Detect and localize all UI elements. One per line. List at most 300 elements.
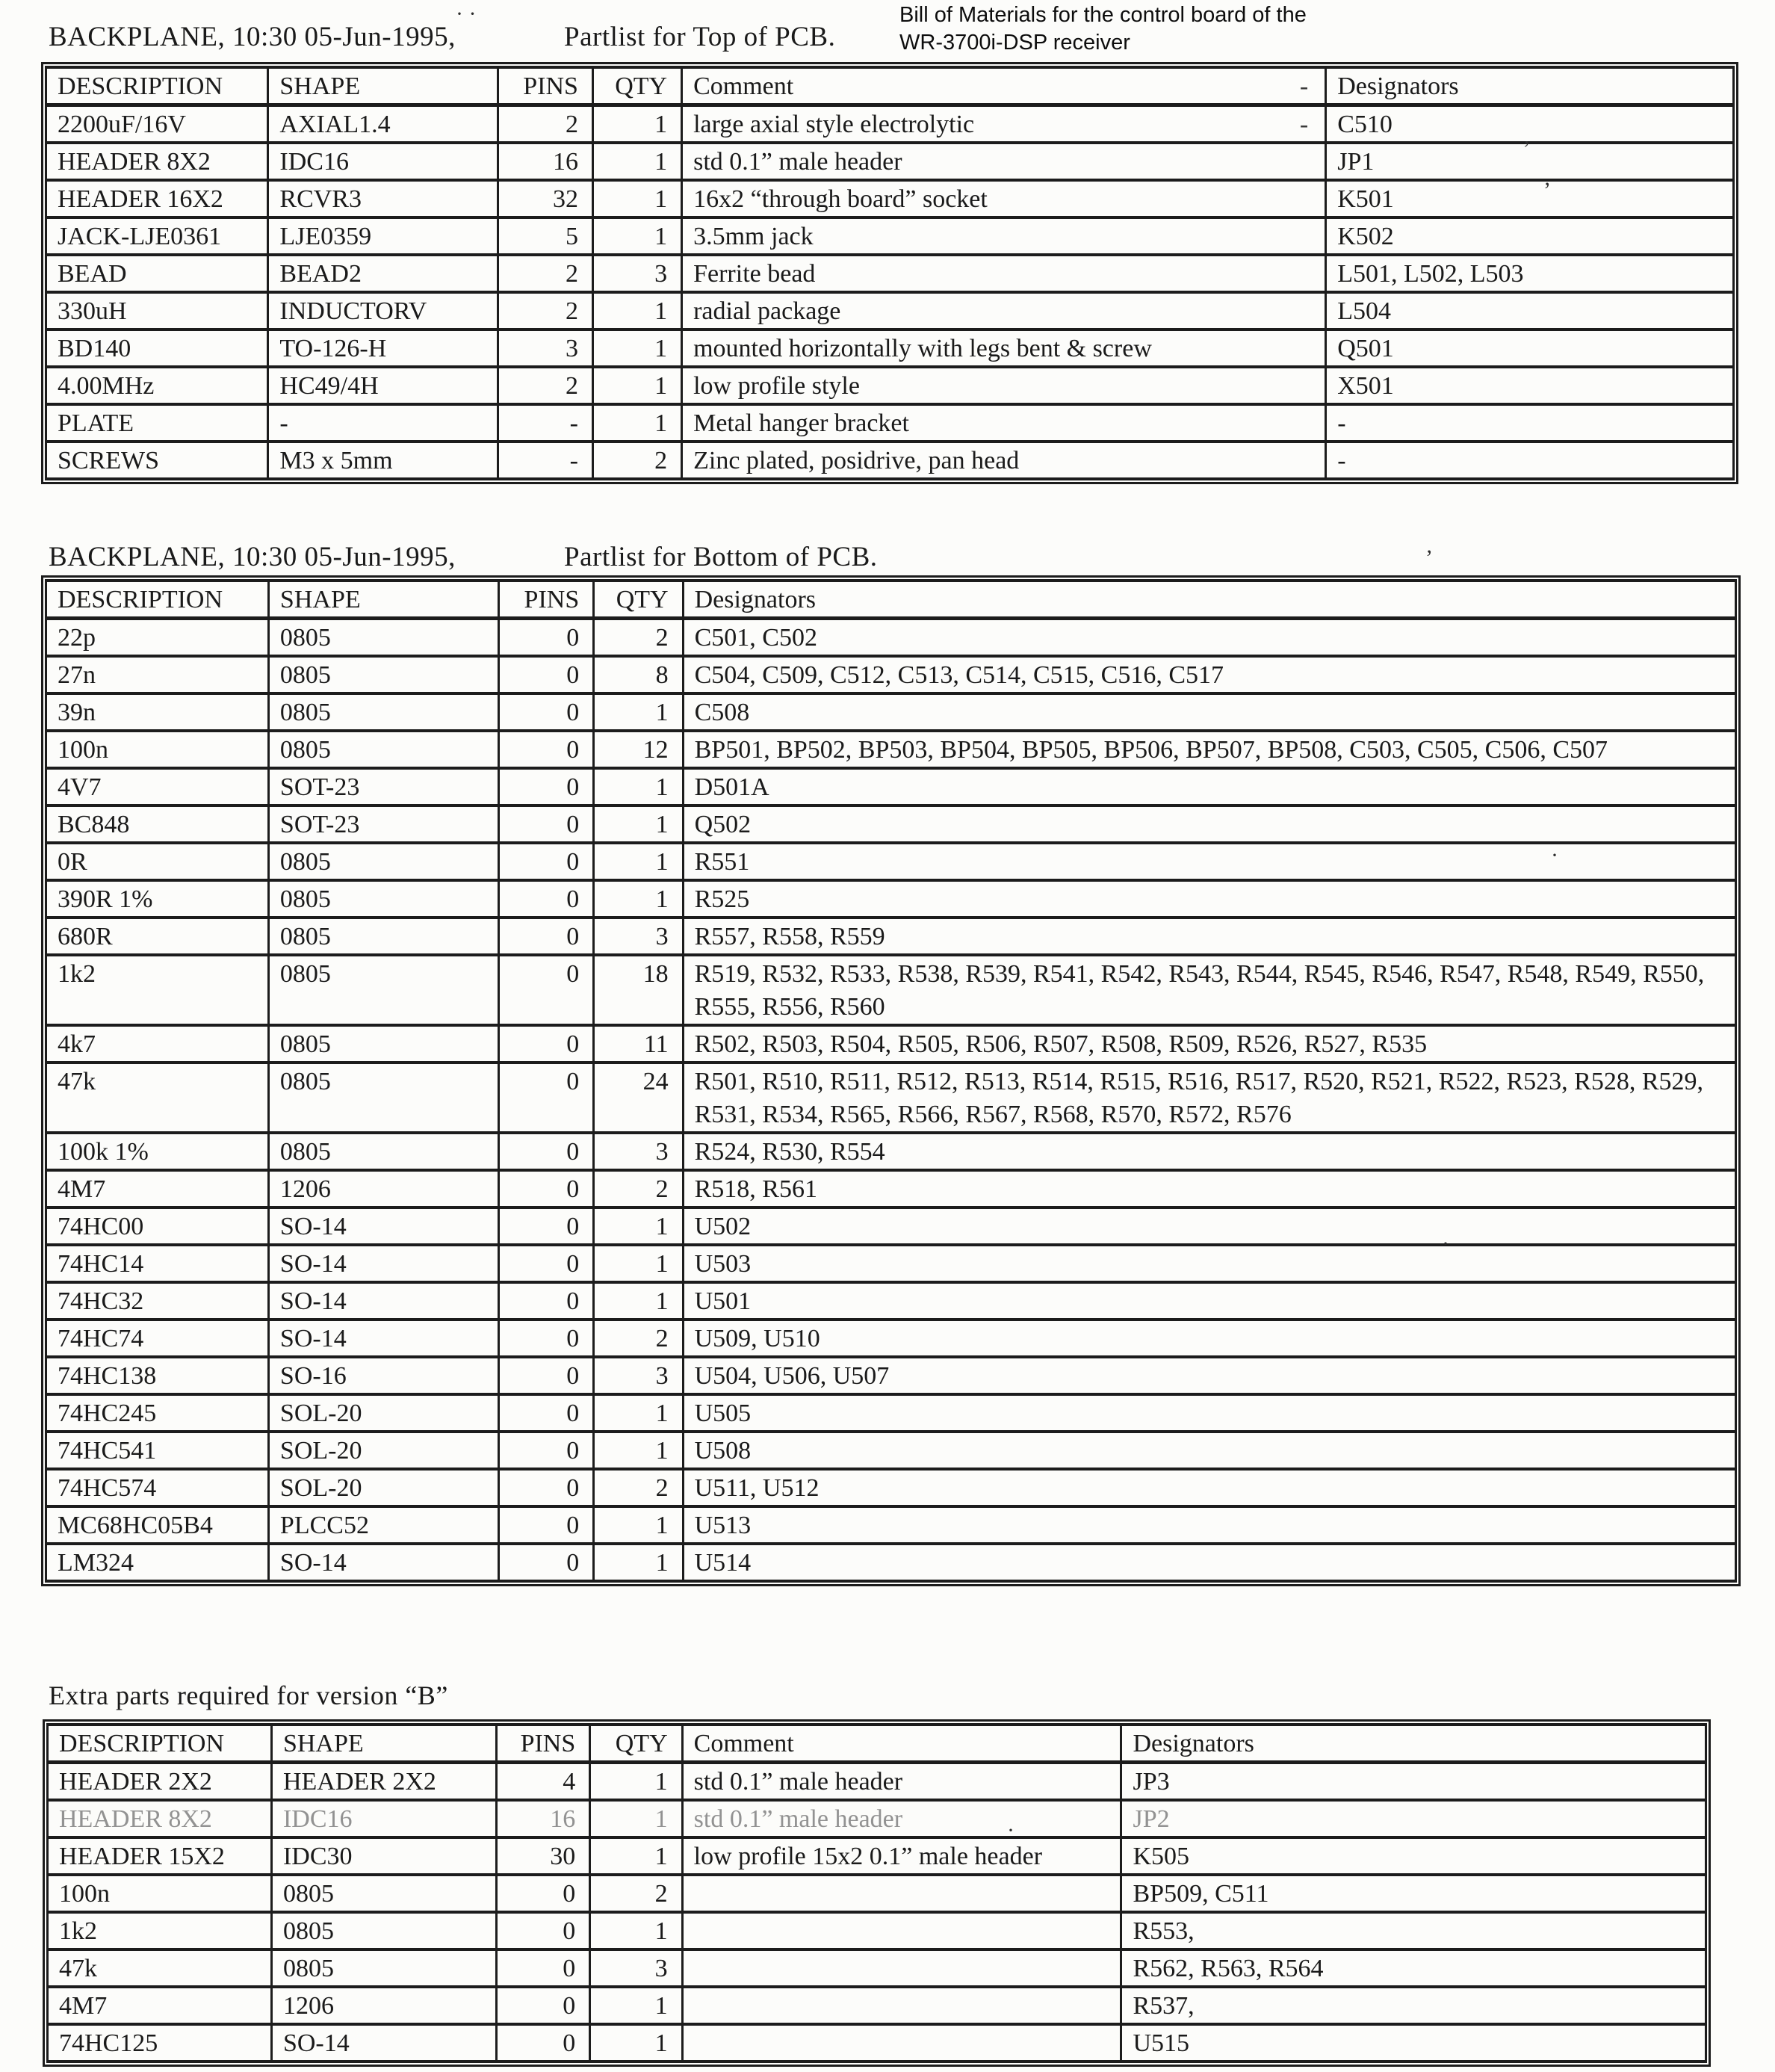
cell: SO-14 bbox=[271, 2024, 496, 2062]
table-top-frame bbox=[41, 62, 1738, 484]
cell: 0 bbox=[498, 1245, 593, 1282]
cell: 0 bbox=[498, 1357, 593, 1394]
cell: 1 bbox=[594, 1245, 683, 1282]
cell: R557, R558, R559 bbox=[683, 918, 1735, 955]
cell: HEADER 8X2 bbox=[48, 1800, 272, 1837]
scan-speck: ’ bbox=[1425, 545, 1433, 570]
cell: HEADER 16X2 bbox=[46, 180, 268, 217]
cell: SO-14 bbox=[268, 1320, 498, 1357]
cell: SOL-20 bbox=[268, 1432, 498, 1469]
cell: U508 bbox=[683, 1432, 1735, 1469]
table-row bbox=[46, 442, 1734, 479]
cell: K501 bbox=[1326, 180, 1734, 217]
cell: 1 bbox=[594, 1544, 683, 1581]
cell: U501 bbox=[683, 1282, 1735, 1320]
cell: 16 bbox=[498, 143, 592, 180]
cell: 1 bbox=[590, 2024, 682, 2062]
cell: 16x2 “through board” socket bbox=[682, 180, 1326, 217]
annotation-line-1: Bill of Materials for the control board of the bbox=[899, 3, 1307, 27]
column-header: QTY bbox=[592, 67, 681, 105]
cell: 2 bbox=[592, 442, 681, 479]
cell: 2 bbox=[594, 1320, 683, 1357]
cell: 18 bbox=[594, 955, 683, 1025]
cell: K502 bbox=[1326, 217, 1734, 255]
cell bbox=[682, 1912, 1121, 1949]
cell: 1 bbox=[592, 217, 681, 255]
cell: U504, U506, U507 bbox=[683, 1357, 1735, 1394]
table-row bbox=[46, 619, 1736, 657]
table-row bbox=[46, 1025, 1736, 1063]
cell: mounted horizontally with legs bent & screw bbox=[682, 330, 1326, 367]
cell bbox=[682, 2024, 1121, 2062]
scan-speck: · · bbox=[456, 1, 477, 26]
cell: 0805 bbox=[271, 1875, 496, 1912]
cell: 0805 bbox=[271, 1949, 496, 1987]
cell: 3 bbox=[590, 1949, 682, 1987]
cell: 0 bbox=[498, 918, 593, 955]
cell: 0R bbox=[46, 843, 269, 880]
cell: JP3 bbox=[1121, 1763, 1706, 1801]
cell: 3 bbox=[592, 255, 681, 292]
cell: R525 bbox=[683, 880, 1735, 918]
header-row bbox=[48, 1725, 1706, 1763]
cell: 2 bbox=[594, 1469, 683, 1506]
cell: - bbox=[498, 442, 592, 479]
cell: C510 bbox=[1326, 105, 1734, 143]
scan-speck: · bbox=[1551, 843, 1558, 868]
cell: 1 bbox=[594, 1506, 683, 1544]
cell: 0 bbox=[498, 656, 593, 693]
cell: 0 bbox=[498, 1282, 593, 1320]
cell: 2 bbox=[594, 619, 683, 657]
cell: BEAD2 bbox=[268, 255, 498, 292]
annotation-note bbox=[899, 1, 1307, 57]
table-row bbox=[46, 768, 1736, 805]
cell: MC68HC05B4 bbox=[46, 1506, 269, 1544]
cell: Q502 bbox=[683, 805, 1735, 843]
title-datestamp: BACKPLANE, 10:30 05-Jun-1995, bbox=[49, 542, 456, 572]
cell: 32 bbox=[498, 180, 592, 217]
column-header: SHAPE bbox=[268, 581, 498, 619]
cell: U513 bbox=[683, 1506, 1735, 1544]
cell: 1 bbox=[594, 1394, 683, 1432]
cell: std 0.1” male header bbox=[682, 143, 1326, 180]
cell: C504, C509, C512, C513, C514, C515, C516, C517 bbox=[683, 656, 1735, 693]
cell: 1 bbox=[592, 292, 681, 330]
cell: std 0.1” male header bbox=[682, 1763, 1121, 1801]
cell: INDUCTORV bbox=[268, 292, 498, 330]
cell: 0 bbox=[498, 955, 593, 1025]
cell: 1 bbox=[590, 1912, 682, 1949]
cell: 1 bbox=[592, 105, 681, 143]
cell: 0 bbox=[498, 1063, 593, 1133]
cell: 1 bbox=[590, 1837, 682, 1875]
cell: 74HC541 bbox=[46, 1432, 269, 1469]
cell: 0805 bbox=[268, 656, 498, 693]
table-row bbox=[46, 1544, 1736, 1581]
cell: U511, U512 bbox=[683, 1469, 1735, 1506]
cell: 74HC245 bbox=[46, 1394, 269, 1432]
extra-parts-title bbox=[49, 1679, 448, 1712]
cell: R524, R530, R554 bbox=[683, 1133, 1735, 1170]
cell: 0 bbox=[498, 880, 593, 918]
cell: 0805 bbox=[268, 918, 498, 955]
cell: 4 bbox=[496, 1763, 589, 1801]
cell: 12 bbox=[594, 731, 683, 768]
table-row bbox=[46, 843, 1736, 880]
column-header: SHAPE bbox=[268, 67, 498, 105]
cell: Zinc plated, posidrive, pan head bbox=[682, 442, 1326, 479]
cell: 1 bbox=[594, 1282, 683, 1320]
table-row bbox=[46, 955, 1736, 1025]
column-header: Comment - bbox=[682, 67, 1326, 105]
cell: 11 bbox=[594, 1025, 683, 1063]
partlist-top-table bbox=[45, 66, 1735, 480]
cell: 1k2 bbox=[46, 955, 269, 1025]
cell: HEADER 15X2 bbox=[48, 1837, 272, 1875]
cell: L504 bbox=[1326, 292, 1734, 330]
cell: TO-126-H bbox=[268, 330, 498, 367]
cell: 0805 bbox=[268, 955, 498, 1025]
cell: 8 bbox=[594, 656, 683, 693]
table-row bbox=[46, 1133, 1736, 1170]
cell: 74HC125 bbox=[48, 2024, 272, 2062]
cell: Q501 bbox=[1326, 330, 1734, 367]
cell: M3 x 5mm bbox=[268, 442, 498, 479]
cell: RCVR3 bbox=[268, 180, 498, 217]
cell: 30 bbox=[496, 1837, 589, 1875]
cell: 74HC74 bbox=[46, 1320, 269, 1357]
table-row bbox=[48, 1800, 1706, 1837]
title-partlist: Partlist for Top of PCB. bbox=[564, 22, 836, 52]
table-row bbox=[48, 2024, 1706, 2062]
cell: 0805 bbox=[271, 1912, 496, 1949]
cell: 74HC138 bbox=[46, 1357, 269, 1394]
cell: 0 bbox=[498, 731, 593, 768]
cell: AXIAL1.4 bbox=[268, 105, 498, 143]
cell: 0 bbox=[498, 1432, 593, 1469]
cell: 1 bbox=[594, 843, 683, 880]
cell: 1 bbox=[590, 1763, 682, 1801]
cell: - bbox=[1326, 404, 1734, 442]
faint-dash-mark: - bbox=[1299, 72, 1309, 100]
cell: 27n bbox=[46, 656, 269, 693]
cell: PLCC52 bbox=[268, 1506, 498, 1544]
cell: 0 bbox=[496, 1912, 589, 1949]
column-header: Comment bbox=[682, 1725, 1121, 1763]
cell: 0 bbox=[498, 1207, 593, 1245]
cell: SOT-23 bbox=[268, 768, 498, 805]
cell: 100n bbox=[46, 731, 269, 768]
table-row bbox=[46, 1207, 1736, 1245]
cell: 24 bbox=[594, 1063, 683, 1133]
column-header: PINS bbox=[498, 581, 593, 619]
cell: 74HC574 bbox=[46, 1469, 269, 1506]
cell: 5 bbox=[498, 217, 592, 255]
cell: Ferrite bead bbox=[682, 255, 1326, 292]
table-row bbox=[46, 1357, 1736, 1394]
cell: L501, L502, L503 bbox=[1326, 255, 1734, 292]
cell: U502 bbox=[683, 1207, 1735, 1245]
cell: R553, bbox=[1121, 1912, 1706, 1949]
cell: 100k 1% bbox=[46, 1133, 269, 1170]
annotation-line-2: WR-3700i-DSP receiver bbox=[899, 31, 1130, 55]
title-extra-parts: Extra parts required for version “B” bbox=[49, 1680, 448, 1710]
cell: X501 bbox=[1326, 367, 1734, 404]
table-row bbox=[46, 1170, 1736, 1207]
column-header: DESCRIPTION bbox=[48, 1725, 272, 1763]
cell: 0805 bbox=[268, 843, 498, 880]
cell: 0805 bbox=[268, 1025, 498, 1063]
cell: radial package bbox=[682, 292, 1326, 330]
cell: 1 bbox=[590, 1987, 682, 2024]
table-row bbox=[46, 1432, 1736, 1469]
table-row bbox=[46, 1245, 1736, 1282]
column-header: QTY bbox=[590, 1725, 682, 1763]
cell: 1 bbox=[594, 1432, 683, 1469]
cell: SO-14 bbox=[268, 1245, 498, 1282]
cell: SCREWS bbox=[46, 442, 268, 479]
cell: HEADER 8X2 bbox=[46, 143, 268, 180]
cell: low profile 15x2 0.1” male header bbox=[682, 1837, 1121, 1875]
cell: 4.00MHz bbox=[46, 367, 268, 404]
cell: 0 bbox=[498, 693, 593, 731]
table-row bbox=[46, 1394, 1736, 1432]
cell: PLATE bbox=[46, 404, 268, 442]
cell: 1 bbox=[594, 693, 683, 731]
cell: 0805 bbox=[268, 1133, 498, 1170]
cell: large axial style electrolytic - bbox=[682, 105, 1326, 143]
cell: IDC16 bbox=[268, 143, 498, 180]
cell: 1 bbox=[592, 404, 681, 442]
cell: 1 bbox=[592, 180, 681, 217]
extra-parts-table bbox=[46, 1723, 1707, 2063]
column-header: DESCRIPTION bbox=[46, 581, 269, 619]
cell: 4V7 bbox=[46, 768, 269, 805]
cell: 0 bbox=[498, 805, 593, 843]
cell: SO-14 bbox=[268, 1207, 498, 1245]
cell: 0 bbox=[498, 1469, 593, 1506]
cell: BC848 bbox=[46, 805, 269, 843]
cell: 4k7 bbox=[46, 1025, 269, 1063]
cell: HEADER 2X2 bbox=[48, 1763, 272, 1801]
cell: 2 bbox=[498, 105, 592, 143]
cell: 2 bbox=[498, 255, 592, 292]
table-row bbox=[46, 330, 1734, 367]
cell: 0 bbox=[496, 2024, 589, 2062]
cell: 0 bbox=[498, 619, 593, 657]
table-row bbox=[46, 143, 1734, 180]
cell: 3 bbox=[498, 330, 592, 367]
cell: C508 bbox=[683, 693, 1735, 731]
cell: R562, R563, R564 bbox=[1121, 1949, 1706, 1987]
cell: 3 bbox=[594, 1133, 683, 1170]
header-row bbox=[46, 581, 1736, 619]
cell: C501, C502 bbox=[683, 619, 1735, 657]
scan-speck: · bbox=[1007, 1818, 1014, 1843]
table-row bbox=[48, 1987, 1706, 2024]
faint-dash-mark: - bbox=[1299, 111, 1309, 138]
cell: 0 bbox=[498, 1025, 593, 1063]
table-bottom-frame bbox=[41, 575, 1741, 1586]
table-row bbox=[46, 731, 1736, 768]
cell: 2 bbox=[594, 1170, 683, 1207]
cell: SOL-20 bbox=[268, 1469, 498, 1506]
cell: U505 bbox=[683, 1394, 1735, 1432]
cell: R501, R510, R511, R512, R513, R514, R515, R516, R517, R520, R521, R522, R523, R528, R529, R531, R534, R565, R566, R567, R568, R570, R572, R576 bbox=[683, 1063, 1735, 1133]
cell: 0 bbox=[498, 1544, 593, 1581]
table-row bbox=[48, 1763, 1706, 1801]
cell: 0 bbox=[496, 1949, 589, 1987]
table-row bbox=[48, 1949, 1706, 1987]
cell: JP2 bbox=[1121, 1800, 1706, 1837]
cell: 4M7 bbox=[48, 1987, 272, 2024]
cell: - bbox=[268, 404, 498, 442]
cell: 0805 bbox=[268, 1063, 498, 1133]
cell: 0805 bbox=[268, 619, 498, 657]
cell: K505 bbox=[1121, 1837, 1706, 1875]
table-row bbox=[46, 805, 1736, 843]
cell: 39n bbox=[46, 693, 269, 731]
cell: 0 bbox=[498, 1506, 593, 1544]
cell bbox=[682, 1875, 1121, 1912]
table-row bbox=[46, 255, 1734, 292]
cell bbox=[682, 1987, 1121, 2024]
extra-parts-frame bbox=[43, 1719, 1711, 2067]
table-row bbox=[46, 1282, 1736, 1320]
table-row bbox=[46, 217, 1734, 255]
table-row bbox=[46, 105, 1734, 143]
cell: BP509, C511 bbox=[1121, 1875, 1706, 1912]
cell: BP501, BP502, BP503, BP504, BP505, BP506, BP507, BP508, C503, C505, C506, C507 bbox=[683, 731, 1735, 768]
cell: R502, R503, R504, R505, R506, R507, R508, R509, R526, R527, R535 bbox=[683, 1025, 1735, 1063]
cell bbox=[682, 1949, 1121, 1987]
cell: IDC16 bbox=[271, 1800, 496, 1837]
scan-speck: · bbox=[1442, 1231, 1449, 1256]
cell: U514 bbox=[683, 1544, 1735, 1581]
column-header: Designators bbox=[1326, 67, 1734, 105]
cell: 4M7 bbox=[46, 1170, 269, 1207]
cell: 1 bbox=[594, 805, 683, 843]
scan-speck: , bbox=[1524, 124, 1530, 149]
cell: - bbox=[498, 404, 592, 442]
cell: 0 bbox=[498, 1170, 593, 1207]
column-header: SHAPE bbox=[271, 1725, 496, 1763]
cell: SOT-23 bbox=[268, 805, 498, 843]
cell: Metal hanger bracket bbox=[682, 404, 1326, 442]
table-row bbox=[46, 367, 1734, 404]
cell: HEADER 2X2 bbox=[271, 1763, 496, 1801]
cell: LJE0359 bbox=[268, 217, 498, 255]
cell: 1206 bbox=[268, 1170, 498, 1207]
cell: 1k2 bbox=[48, 1912, 272, 1949]
table-row bbox=[46, 1063, 1736, 1133]
cell: 0 bbox=[498, 843, 593, 880]
table-row bbox=[46, 880, 1736, 918]
cell: SO-14 bbox=[268, 1282, 498, 1320]
cell: 0 bbox=[498, 1133, 593, 1170]
cell: U509, U510 bbox=[683, 1320, 1735, 1357]
cell: 0 bbox=[496, 1987, 589, 2024]
title-partlist: Partlist for Bottom of PCB. bbox=[564, 542, 878, 572]
cell: R518, R561 bbox=[683, 1170, 1735, 1207]
cell: 2 bbox=[498, 367, 592, 404]
scan-speck: ’ bbox=[1543, 178, 1551, 202]
column-header: PINS bbox=[496, 1725, 589, 1763]
cell: 74HC00 bbox=[46, 1207, 269, 1245]
cell: HC49/4H bbox=[268, 367, 498, 404]
cell: SO-16 bbox=[268, 1357, 498, 1394]
cell: 0805 bbox=[268, 731, 498, 768]
column-header: DESCRIPTION bbox=[46, 67, 268, 105]
cell: SO-14 bbox=[268, 1544, 498, 1581]
table-top-title bbox=[49, 21, 836, 54]
cell: 1 bbox=[594, 768, 683, 805]
cell: 0805 bbox=[268, 693, 498, 731]
cell: 0 bbox=[498, 1394, 593, 1432]
cell: 1 bbox=[592, 330, 681, 367]
table-row bbox=[48, 1875, 1706, 1912]
cell: JACK-LJE0361 bbox=[46, 217, 268, 255]
cell: 3 bbox=[594, 1357, 683, 1394]
cell: low profile style bbox=[682, 367, 1326, 404]
cell: 0805 bbox=[268, 880, 498, 918]
table-row bbox=[48, 1912, 1706, 1949]
cell: 330uH bbox=[46, 292, 268, 330]
cell: 1206 bbox=[271, 1987, 496, 2024]
table-row bbox=[46, 656, 1736, 693]
cell: std 0.1” male header bbox=[682, 1800, 1121, 1837]
cell: U515 bbox=[1121, 2024, 1706, 2062]
cell: 2200uF/16V bbox=[46, 105, 268, 143]
cell: JP1 bbox=[1326, 143, 1734, 180]
cell: 0 bbox=[498, 768, 593, 805]
table-row bbox=[46, 1320, 1736, 1357]
cell: 16 bbox=[496, 1800, 589, 1837]
cell: BD140 bbox=[46, 330, 268, 367]
table-row bbox=[46, 180, 1734, 217]
cell: BEAD bbox=[46, 255, 268, 292]
title-datestamp: BACKPLANE, 10:30 05-Jun-1995, bbox=[49, 22, 456, 52]
cell: D501A bbox=[683, 768, 1735, 805]
cell: 22p bbox=[46, 619, 269, 657]
cell: U503 bbox=[683, 1245, 1735, 1282]
cell: 3.5mm jack bbox=[682, 217, 1326, 255]
table-row bbox=[48, 1837, 1706, 1875]
partlist-bottom-table bbox=[45, 579, 1737, 1583]
cell: 47k bbox=[46, 1063, 269, 1133]
column-header: Designators bbox=[683, 581, 1735, 619]
cell: 100n bbox=[48, 1875, 272, 1912]
table-bottom-title bbox=[49, 541, 878, 574]
cell: 1 bbox=[590, 1800, 682, 1837]
table-row bbox=[46, 292, 1734, 330]
cell: IDC30 bbox=[271, 1837, 496, 1875]
cell: LM324 bbox=[46, 1544, 269, 1581]
cell: 1 bbox=[592, 143, 681, 180]
table-row bbox=[46, 404, 1734, 442]
cell: 2 bbox=[498, 292, 592, 330]
cell: - bbox=[1326, 442, 1734, 479]
cell: 2 bbox=[590, 1875, 682, 1912]
cell: R537, bbox=[1121, 1987, 1706, 2024]
cell: 74HC14 bbox=[46, 1245, 269, 1282]
cell: 3 bbox=[594, 918, 683, 955]
column-header: PINS bbox=[498, 67, 592, 105]
cell: R519, R532, R533, R538, R539, R541, R542, R543, R544, R545, R546, R547, R548, R549, R550, R555, R556, R560 bbox=[683, 955, 1735, 1025]
column-header: Designators bbox=[1121, 1725, 1706, 1763]
cell: 1 bbox=[592, 367, 681, 404]
